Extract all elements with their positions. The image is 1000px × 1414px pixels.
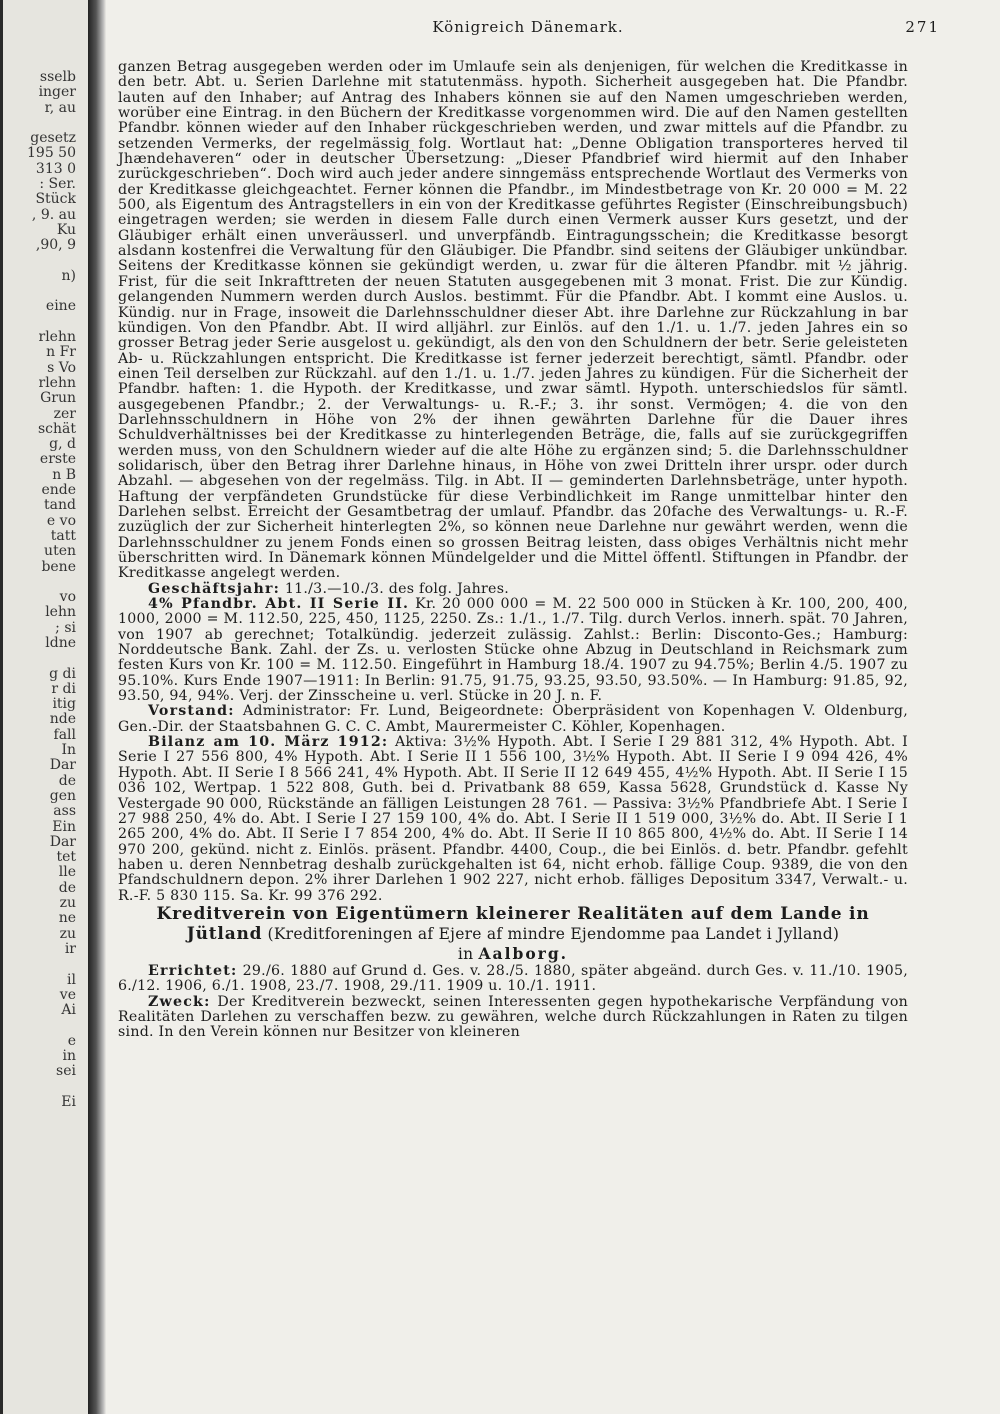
adjacent-page-line [6,116,76,131]
adjacent-page-line [6,1018,76,1033]
adjacent-page-line: lehn [45,604,76,621]
adjacent-page-line: zu [59,895,76,912]
adjacent-page-line: ldne [45,634,76,651]
bond-text: Kr. 20 000 000 = M. 22 500 000 in Stücken à Kr. 100, 200, 400, 1000, 2000 = M. 112.50, 225, 450, 1125, 2250. Zs.: 1./1., 1./7. Tilg. durch Verlos. innerh. spät. 70 Jahren, von 1907 ab gerechnet; Totalkündig. jederzeit zulässig. Zahlst.: Berlin: Disconto-Ges.; Hamburg: Norddeutsche Bank. Zahl. der Zs. u. verlosten Stücke ohne Abzug in Deutschland in Reichsmark zum festen Kurs von Kr. 100 = M. 112.50. Eingeführt in Hamburg 18./4. 1907 zu 94.75%; Berlin 4./5. 1907 zu 95.10%. Kurs Ende 1907—1911: In Berlin: 91.75, 91.75, 93.25, 93.50, 93.50%. — In Hamburg: 91.85, 92, 93.50, 94, 94%. Verj. der Zinsscheine u. verl. Stücke in 20 J. n. F. [118,596,909,705]
section-title-danish: (Kreditforeningen af Ejere af mindre Ejendomme paa Landet i Jylland) [262,924,840,943]
adjacent-page-line: rlehn [38,329,76,346]
adjacent-page-line: nde [49,711,76,728]
adjacent-page-line [6,284,76,299]
adjacent-page-text [6,70,76,1125]
founded-label: Errichtet: [148,962,238,979]
adjacent-page-line: ve [59,986,76,1003]
adjacent-page-line: n) [61,267,76,284]
page-number: 271 [905,18,940,36]
adjacent-page-line: Ein [52,818,76,835]
adjacent-page-line: de [58,879,76,896]
adjacent-page-line: 195 50 [27,145,76,162]
adjacent-page-line: de [58,772,76,789]
adjacent-page-line: ,90, 9 [35,237,76,254]
adjacent-page-line [6,1080,76,1095]
adjacent-page-line: Dar [49,757,76,774]
fiscal-year-text: 11./3.—10./3. des folg. Jahres. [280,580,509,597]
balance-paragraph [118,735,908,904]
adjacent-page-line: ir [64,940,76,957]
adjacent-page-line: vo [59,589,76,606]
book-gutter [88,0,106,1414]
adjacent-page-line: r, au [44,99,76,116]
adjacent-page-line: lle [58,864,76,881]
adjacent-page-line: erste [39,451,76,468]
adjacent-page-line: fall [53,726,76,743]
adjacent-page-line: tet [56,849,76,866]
adjacent-page-line: schät [37,420,76,437]
adjacent-page-line: ass [53,803,76,820]
running-title: Königreich Dänemark. [432,18,624,36]
adjacent-page-line [6,254,76,269]
section-title-in: in [457,944,479,963]
adjacent-page-line: ; si [55,619,76,636]
adjacent-page-line: r di [51,680,76,697]
balance-text: Aktiva: 3½% Hypoth. Abt. I Serie I 29 881 312, 4% Hypoth. Abt. I Serie I 27 556 800, 4% Hypoth. Abt. I Serie II 1 556 100, 3½% Hypoth. Abt. II Serie I 9 094 426, 4% Hypoth. Abt. II Serie I 8 566 241, 4% Hypoth. Abt. II Serie II 12 649 455, 4½% Hypoth. Abt. II Serie I 15 036 102, Wertpap. 1 522 808, Guth. bei d. Privatbank 88 659, Kassa 5628, Grundstück d. Kasse Ny Vestergade 90 000, Rückstände an fälligen Leistungen 28 761. — Passiva: 3½% Pfandbriefe Abt. I Serie I 27 988 250, 4% do. Abt. I Serie I 27 159 100, 4% do. Abt. I Serie II 1 519 000, 3½% do. Abt. II Serie I 1 265 200, 4% do. Abt. II Serie I 7 854 200, 4% do. Abt. II Serie II 10 865 800, 4½% do. Abt. II Serie I 14 970 200, gekünd. nicht z. Einlös. präsent. Pfandbr. 4400, Coup., die bei Einlös. d. betr. Pfandbr. gefehlt haben u. deren Nennbetrag deshalb zurückgehalten ist 64, nicht erhob. fällige Coup. 9389, die von den Pfandschuldnern depon. 2% ihrer Darlehen 1 902 227, nicht erhob. fälliges Depositum 3347, Verwalt.- u. R.-F. 5 830 115. Sa. Kr. 99 376 292. [118,734,908,904]
adjacent-page-line: Ei [61,1093,76,1110]
adjacent-page-line: , 9. au [31,206,76,223]
adjacent-page-line: sselb [39,70,76,85]
adjacent-page-line: n B [52,466,76,483]
page-header [116,18,940,40]
adjacent-page-line: n Fr [46,344,76,361]
founded-text: 29./6. 1880 auf Grund d. Ges. v. 28./5. 1880, später abgeänd. durch Ges. v. 11./10. 1905, 6./12. 1906, 6./1. 1908, 23./7. 1908, 29./11. 1909 u. 10./1. 1911. [118,962,908,995]
adjacent-page-line [6,575,76,590]
purpose-label: Zweck: [148,993,211,1010]
adjacent-page-line: in [62,1048,76,1064]
adjacent-page-line: zu [59,925,76,942]
adjacent-page-line: tand [44,497,76,514]
purpose-paragraph [118,995,908,1041]
adjacent-page-line [6,1110,76,1125]
adjacent-page-line: In [61,742,76,759]
adjacent-page-line: gesetz [30,130,76,147]
page-edge [0,0,3,1414]
adjacent-page-line: ende [41,482,76,499]
board-text: Administrator: Fr. Lund, Beigeordnete: Oberpräsident von Kopenhagen V. Oldenburg, Gen.-Dir. der Staatsbahnen G. C. C. Ambt, Maurermeister C. Köhler, Kopenhagen. [118,703,908,735]
adjacent-page-line: g, d [49,436,76,453]
adjacent-page-line: : Ser. [39,176,76,193]
board-paragraph [118,704,908,735]
purpose-text: Der Kreditverein bezweckt, seinen Interessenten gegen hypothekarische Verpfändung von Realitäten Darlehen zu verschaffen bezw. zu gewähren, welche durch Rückzahlungen in Raten zu tilgen sind. In den Verein können nur Besitzer von kleineren [118,993,908,1041]
section-heading [118,904,908,964]
balance-label: Bilanz am 10. März 1912: [148,734,389,751]
bond-paragraph [118,597,908,704]
pfandbrief-terms-paragraph: ganzen Betrag ausgegeben werden oder im Umlaufe sein als denjenigen, für welchen die Kreditkasse in den betr. Abt. u. Serien Darlehne mit statutenmäss. hypoth. Sicherheit ausgegeben hat. Die Pfandbr. lauten auf den Inhaber; auf Antrag des Inhabers können sie auf den Namen umgeschrieben werden, worüber eine Eintrag. in den Büchern der Kreditkasse vorgenommen wird. Die auf den Namen gestellten Pfandbr. können wieder auf den Inhaber rückgeschrieben werden, und zwar mittels auf die Pfandbr. zu setzenden Vermerks, der regelmässig folg. Wortlaut hat: „Denne Obligation transporteres herved til Jhændehaveren“ oder in deutscher Übersetzung: „Dieser Pfandbrief wird hiermit auf den Inhaber zurückgeschrieben“. Doch wird auch jeder andere sinngemäss entsprechende Wortlaut des Vermerks von der Kreditkasse gleichgeachtet. Ferner können die Pfandbr., im Mindestbetrage von Kr. 20 000 = M. 22 500, als Eigentum des Antragstellers in ein von der Kreditkasse geführtes Register (Einschreibungsbuch) eingetragen werden; sie werden in diesem Falle durch einen Vermerk ausser Kurs gesetzt, und der Gläubiger erhält einen unveräusserl. und unverpfändb. Eintragungsschein; die Kreditkasse besorgt alsdann kostenfrei die Verwaltung für den Gläubiger. Die Pfandbr. sind seitens der Gläubiger unkündbar. Seitens der Kreditkasse können sie gekündigt werden, u. zwar für die älteren Pfandbr. mit ½ jährig. Frist, für die seit Inkrafttreten der neuen Statuten ausgegebenen mit 3 monat. Frist. Die zur Kündig. gelangenden Nummern werden durch Auslos. bestimmt. Für die Pfandbr. Abt. I kommt eine Auslos. u. Kündig. nur in Frage, insoweit die Darlehnsschuldner dieser Abt. ihre Darlehne zur Rückzahlung in bar kündigen. Von den Pfandbr. Abt. II wird alljährl. zur Einlös. auf den 1./1. u. 1./7. jeden Jahres ein so grosser Betrag jeder Serie ausgelost u. gekündigt, als den von den Schuldnern der betr. Serie geleisteten Ab- u. Rückzahlungen entspricht. Die Kreditkasse ist ferner jederzeit berechtigt, sämtl. Pfandbr. oder einen Teil derselben zur Rückzahl. auf den 1./1. u. 1./7. jeden Jahres zu kündigen. Für die Sicherheit der Pfandbr. haften: 1. die Hypoth. der Kreditkasse, und zwar sämtl. Hypoth. unterschiedslos für sämtl. ausgegebenen Pfandbr.; 2. der Verwaltungs- u. R.-F.; 3. ihr sonst. Vermögen; 4. die von den Darlehnsschuldnern in Höhe von 2% der ihnen gewährten Darlehne für die Dauer ihres Schuldverhältnisses bei der Kreditkasse zu hinterlegenden Beträge, die, falls auf sie zurückgegriffen werden muss, von den Schuldnern wieder auf die alte Höhe zu ergänzen sind; 5. die Darlehnsschuldner solidarisch, über den Betrag ihrer Darlehne hinaus, in Höhe von zwei Dritteln ihrer urspr. oder durch Abzahl. — abgesehen von der regelmäss. Tilg. in Abt. II — geminderten Darlehnsbeträge, unter hypoth. Haftung der verpfändeten Grundstücke für diese Verbindlichkeit im Range unmittelbar hinter den Darlehen selbst. Erreicht der Gesamtbetrag der umlauf. Pfandbr. das 20fache des Verwaltungs- u. R.-F. zuzüglich der zur Sicherheit hinterlegten 2%, so können neue Darlehne nur gewährt werden, wenn die Darlehnsschuldner zu jenem Fonds einen so grossen Beitrag leisten, dass obiges Verhältnis nicht mehr überschritten wird. In Dänemark können Mündelgelder und die Mittel öffentl. Stiftungen in Pfandbr. der Kreditkasse angelegt werden. [118,59,908,582]
adjacent-page-line: tatt [50,527,76,544]
section-title: Kreditverein von Eigentümern kleinerer Realitäten auf dem Lande in Jütland [156,903,870,944]
adjacent-page-line [6,651,76,666]
adjacent-page-line: bene [41,558,76,575]
adjacent-page-line: Grun [40,390,76,407]
fiscal-year-label: Geschäftsjahr: [148,580,281,597]
adjacent-page-line: eine [45,298,76,315]
adjacent-page-line [6,315,76,330]
fiscal-year-paragraph [118,582,908,597]
section-city: Aalborg. [478,943,569,963]
adjacent-page-line: Dar [49,833,76,850]
adjacent-page-line: sei [56,1063,76,1080]
adjacent-page-line: uten [44,543,76,560]
adjacent-page-line: Ai [61,1002,76,1019]
adjacent-page-line: ne [58,910,76,927]
bond-label: 4% Pfandbr. Abt. II Serie II. [148,596,410,613]
adjacent-page-line: il [67,971,76,988]
adjacent-page-line: 313 0 [35,160,76,177]
book-page [106,0,1000,1414]
adjacent-page-line: e [67,1032,76,1049]
founded-paragraph [118,964,908,995]
adjacent-page-line: e vo [46,512,76,529]
adjacent-page-line: s Vo [47,359,76,376]
adjacent-page-line: itig [52,696,76,713]
adjacent-page-line [6,957,76,972]
adjacent-page-line: Stück [35,191,76,208]
adjacent-page-line: inger [38,84,76,101]
adjacent-page-line: g di [49,665,76,682]
board-label: Vorstand: [148,703,235,720]
adjacent-page-fragment [0,0,88,1414]
adjacent-page-line: Ku [56,221,76,238]
adjacent-page-line: rlehn [38,374,76,391]
page-body [118,60,908,1041]
adjacent-page-line: gen [49,787,76,804]
adjacent-page-line: zer [53,405,76,422]
